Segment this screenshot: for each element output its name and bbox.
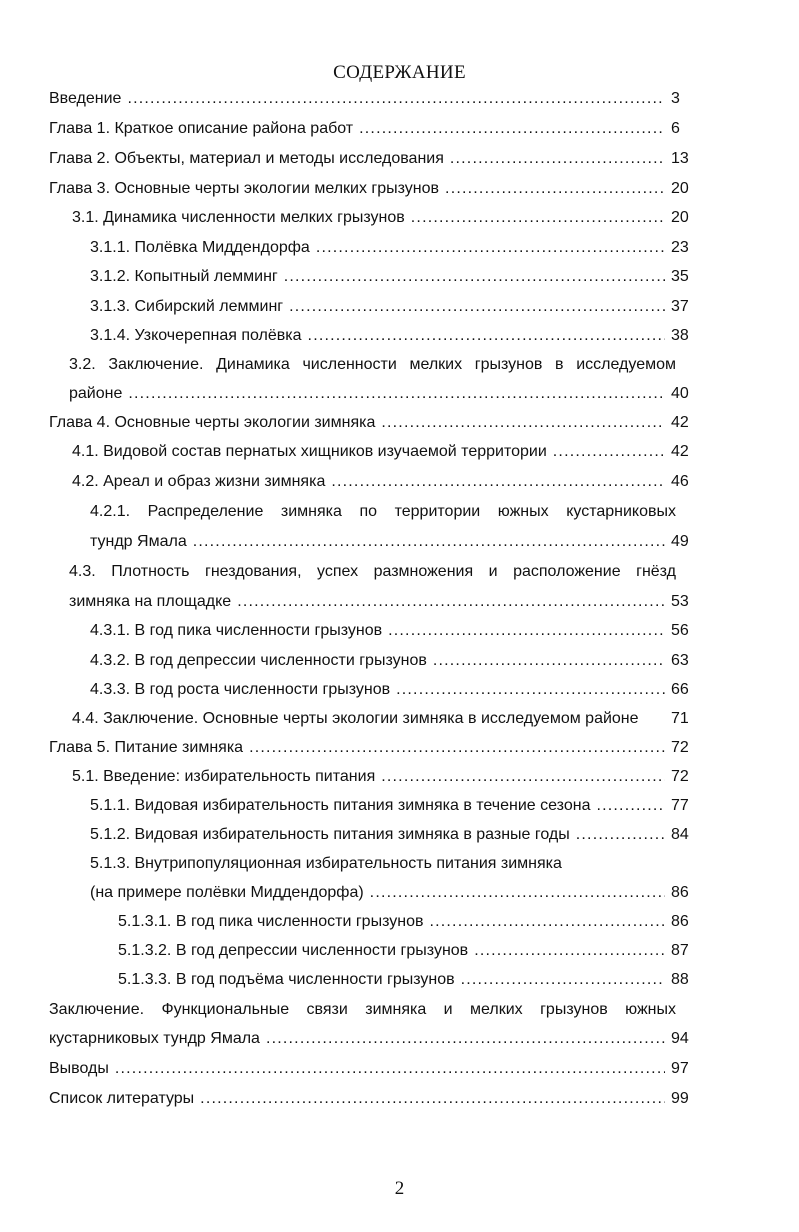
toc-entry[interactable] — [90, 884, 671, 914]
toc-entry[interactable] — [72, 443, 671, 473]
leader-dots — [553, 443, 665, 461]
toc-page-number: 42 — [671, 443, 689, 460]
leader-dots — [266, 1030, 665, 1048]
toc-page-number: 87 — [671, 942, 689, 959]
toc-entry[interactable] — [90, 327, 671, 357]
toc-entry-text: 5.1.1. Видовая избирательность питания зимняка в течение сезона — [90, 797, 591, 814]
toc-entry-text: 4.3.3. В год роста численности грызунов — [90, 681, 391, 698]
toc-page-number: 40 — [671, 385, 689, 402]
toc-page-number: 99 — [671, 1090, 689, 1107]
leader-dots — [193, 533, 665, 551]
leader-dots — [128, 385, 665, 403]
leader-dots — [284, 268, 665, 286]
toc-entry[interactable] — [49, 1030, 671, 1060]
toc-entry[interactable] — [49, 90, 671, 120]
toc-page-number: 72 — [671, 739, 689, 756]
toc-entry[interactable] — [118, 971, 671, 1001]
toc-entry-text-line2: районе — [69, 385, 123, 402]
toc-title: СОДЕРЖАНИЕ — [333, 62, 466, 83]
toc-entry-text: 4.1. Видовой состав пернатых хищников изучаемой территории — [72, 443, 547, 460]
toc-entry-text-line1[interactable]: 3.2. Заключение. Динамика численности мелких грызунов в исследуемом — [69, 356, 676, 373]
leader-dots — [474, 942, 665, 960]
toc-entry-text: 4.3.2. В год депрессии численности грызунов — [90, 652, 427, 669]
toc-page-number: 88 — [671, 971, 689, 988]
leader-dots — [450, 150, 665, 168]
toc-entry[interactable] — [90, 826, 671, 856]
toc-page-number: 71 — [671, 710, 689, 727]
toc-entry[interactable] — [90, 797, 671, 827]
toc-page-number: 63 — [671, 652, 689, 669]
leader-dots — [127, 90, 665, 108]
leader-dots — [289, 298, 665, 316]
toc-entry-text-line1[interactable]: Заключение. Функциональные связи зимняка и мелких грызунов южных — [49, 1001, 676, 1018]
toc-entry-text: 5.1.2. Видовая избирательность питания зимняка в разные годы — [90, 826, 570, 843]
leader-dots — [316, 239, 665, 257]
leader-dots — [433, 652, 665, 670]
toc-entry-text-line1[interactable]: 4.3. Плотность гнездования, успех размножения и расположение гнёзд — [69, 563, 676, 580]
toc-page-number: 23 — [671, 239, 689, 256]
toc-entry[interactable] — [90, 681, 671, 711]
leader-dots — [381, 768, 665, 786]
toc-entry-text: 3.1.4. Узкочерепная полёвка — [90, 327, 302, 344]
toc-entry[interactable] — [90, 533, 671, 563]
toc-entry-text: Выводы — [49, 1060, 109, 1077]
toc-page-number: 3 — [671, 90, 680, 107]
toc-entry[interactable] — [69, 593, 671, 623]
toc-entry-text-line1[interactable]: 4.2.1. Распределение зимняка по территории южных кустарниковых — [90, 503, 676, 520]
toc-entry[interactable] — [49, 1060, 671, 1090]
toc-page-number: 49 — [671, 533, 689, 550]
toc-page-number: 56 — [671, 622, 689, 639]
toc-page-number: 66 — [671, 681, 689, 698]
leader-dots — [237, 593, 665, 611]
toc-entry-text: 5.1.3.3. В год подъёма численности грызунов — [118, 971, 455, 988]
toc-entry[interactable] — [90, 268, 671, 298]
toc-page-number: 6 — [671, 120, 680, 137]
leader-dots — [596, 797, 665, 815]
toc-page-number: 42 — [671, 414, 689, 431]
toc-page-number: 97 — [671, 1060, 689, 1077]
toc-entry-text-line2: зимняка на площадке — [69, 593, 232, 610]
toc-entry-text: 5.1.3. Внутрипопуляционная избирательность питания зимняка — [90, 855, 562, 872]
toc-page-number: 53 — [671, 593, 689, 610]
leader-dots — [370, 884, 665, 902]
toc-page-number: 20 — [671, 180, 689, 197]
leader-dots — [200, 1090, 665, 1108]
toc-page-number: 86 — [671, 913, 689, 930]
toc-page-number: 13 — [671, 150, 689, 167]
toc-entry-text: 3.1.3. Сибирский лемминг — [90, 298, 284, 315]
toc-entry[interactable] — [90, 298, 671, 328]
toc-entry-text: 5.1.3.2. В год депрессии численности грызунов — [118, 942, 469, 959]
leader-dots — [445, 180, 665, 198]
leader-dots — [461, 971, 665, 989]
leader-dots — [359, 120, 665, 138]
toc-entry-text: 4.3.1. В год пика численности грызунов — [90, 622, 383, 639]
toc-entry[interactable] — [49, 414, 671, 444]
leader-dots — [429, 913, 665, 931]
toc-entry-text: 3.1.1. Полёвка Миддендорфа — [90, 239, 310, 256]
toc-page-number: 46 — [671, 473, 689, 490]
toc-entry[interactable] — [72, 209, 671, 239]
page-number: 2 — [394, 1178, 405, 1199]
toc-page-number: 86 — [671, 884, 689, 901]
leader-dots — [388, 622, 665, 640]
toc-entry-text: 3.1.2. Копытный лемминг — [90, 268, 278, 285]
leader-dots — [411, 209, 665, 227]
toc-page-number: 35 — [671, 268, 689, 285]
leader-dots — [308, 327, 665, 345]
toc-entry-text: Глава 3. Основные черты экологии мелких грызунов — [49, 180, 440, 197]
toc-entry[interactable] — [90, 622, 671, 652]
toc-entry-text: Глава 4. Основные черты экологии зимняка — [49, 414, 376, 431]
toc-entry[interactable] — [49, 150, 671, 180]
toc-entry[interactable] — [90, 239, 671, 269]
toc-entry-text: Глава 2. Объекты, материал и методы исследования — [49, 150, 444, 167]
toc-page-number: 84 — [671, 826, 689, 843]
toc-entry[interactable] — [72, 768, 671, 798]
toc-entry-text-line2: тундр Ямала — [90, 533, 187, 550]
toc-page-number: 94 — [671, 1030, 689, 1047]
leader-dots — [576, 826, 665, 844]
toc-page-number: 38 — [671, 327, 689, 344]
toc-entry-text: 5.1. Введение: избирательность питания — [72, 768, 376, 785]
toc-page-number: 20 — [671, 209, 689, 226]
toc-entry[interactable] — [72, 473, 671, 503]
toc-entry-text: Глава 1. Краткое описание района работ — [49, 120, 354, 137]
toc-entry-text: Список литературы — [49, 1090, 195, 1107]
toc-entry-text: 3.1. Динамика численности мелких грызунов — [72, 209, 405, 226]
toc-entry[interactable] — [49, 739, 671, 769]
leader-dots — [381, 414, 665, 432]
toc-entry[interactable] — [49, 120, 671, 150]
toc-entry[interactable] — [49, 1090, 671, 1120]
toc-page-number: 72 — [671, 768, 689, 785]
toc-entry[interactable] — [118, 942, 671, 972]
toc-entry-text: Введение — [49, 90, 122, 107]
leader-dots — [331, 473, 665, 491]
toc-entry-text-line2: (на примере полёвки Миддендорфа) — [90, 884, 364, 901]
leader-dots — [115, 1060, 665, 1078]
toc-page-number: 77 — [671, 797, 689, 814]
toc-entry-text-line1[interactable] — [90, 855, 671, 885]
toc-entry[interactable] — [69, 385, 671, 415]
toc-entry-text: 4.2. Ареал и образ жизни зимняка — [72, 473, 326, 490]
toc-entry-text: 5.1.3.1. В год пика численности грызунов — [118, 913, 424, 930]
toc-entry-text-line2: кустарниковых тундр Ямала — [49, 1030, 260, 1047]
leader-dots — [396, 681, 665, 699]
toc-entry-text: Глава 5. Питание зимняка — [49, 739, 244, 756]
toc-page-number: 37 — [671, 298, 689, 315]
toc-entry[interactable] — [90, 652, 671, 682]
toc-entry[interactable] — [49, 180, 671, 210]
leader-dots — [249, 739, 665, 757]
toc-entry-text: 4.4. Заключение. Основные черты экологии зимняка в исследуемом районе — [72, 710, 639, 727]
toc-entry[interactable] — [118, 913, 671, 943]
toc-entry[interactable] — [72, 710, 671, 740]
